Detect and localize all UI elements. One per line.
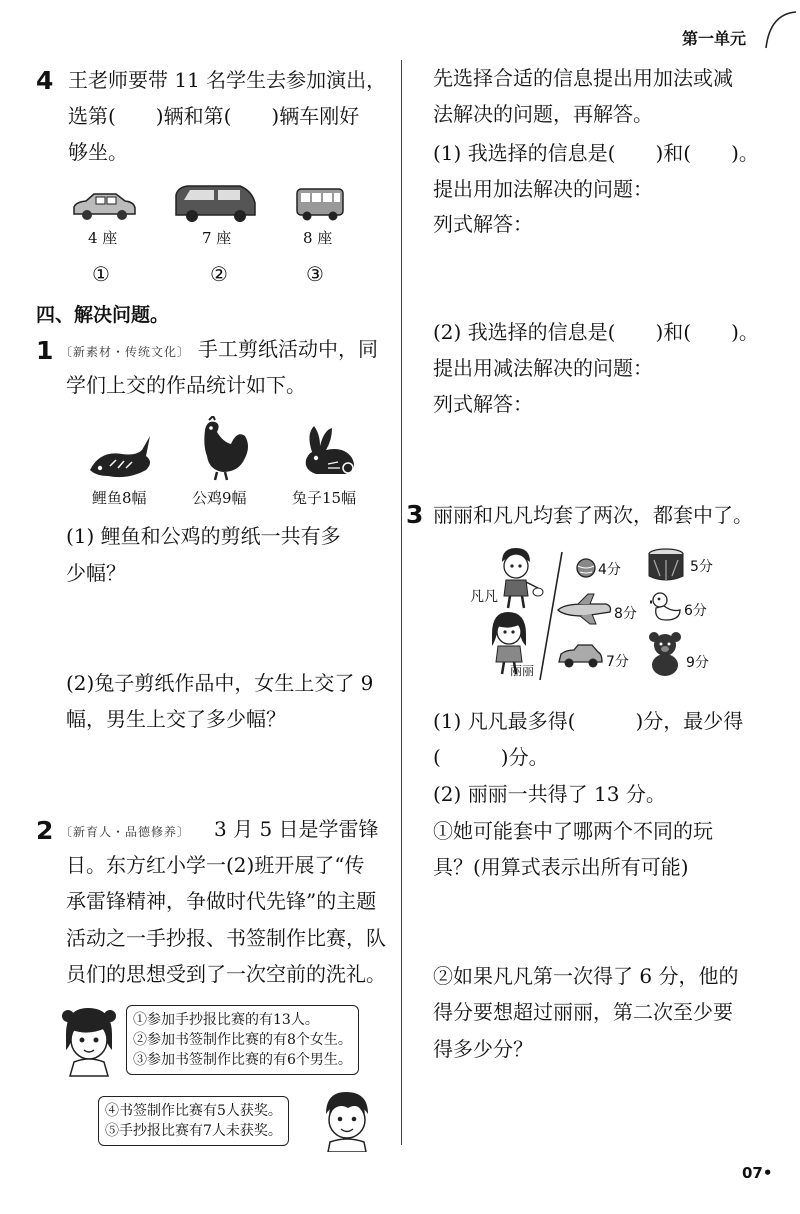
- info-1: ①参加手抄报比赛的有13人。: [133, 1012, 319, 1028]
- p3-s2-line1: (2) 丽丽一共得了 13 分。: [433, 782, 666, 806]
- duck-icon: [650, 590, 682, 624]
- vehicle-seats-3: 8 座: [303, 229, 333, 247]
- corner-decoration: [758, 8, 798, 52]
- q4-number: 4: [36, 66, 54, 95]
- papercut-caption-rooster: 公鸡9幅: [192, 489, 247, 507]
- p2-line2: 日。东方红小学一(2)班开展了“传: [66, 853, 365, 877]
- p1-sub1-line2: 少幅？: [66, 561, 126, 585]
- p3-number: 3: [406, 500, 424, 529]
- info-2: ②参加书签制作比赛的有8个女生。: [133, 1032, 352, 1048]
- p3-s2b-line2: 得分要想超过丽丽，第二次至少要: [433, 1000, 733, 1024]
- fanfan-label: 凡凡: [470, 589, 498, 605]
- p3-s2b-line1: ②如果凡凡第一次得了 6 分，他的: [433, 964, 739, 988]
- score-drum: 5分: [690, 559, 713, 575]
- teddy-bear-icon: [646, 630, 684, 678]
- score-duck: 6分: [684, 603, 707, 619]
- p1-number: 1: [36, 336, 54, 365]
- p2c-s2-line2: 提出用减法解决的问题：: [433, 356, 653, 380]
- papercut-caption-carp: 鲤鱼8幅: [92, 489, 147, 507]
- boy-speech-bubble: [98, 1096, 289, 1146]
- p2-line4: 活动之一手抄报、书签制作比赛，队: [66, 926, 386, 950]
- unit-title: 第一单元: [682, 29, 747, 48]
- page-number-value: 07: [742, 1164, 763, 1182]
- p3-s2b-line3: 得多少分？: [433, 1037, 533, 1061]
- carp-papercut-icon: [84, 430, 156, 482]
- p3-line1: 丽丽和凡凡均套了两次，都套中了。: [433, 503, 753, 527]
- page-number-dot: •: [762, 1164, 773, 1182]
- p3-s1-line1: (1) 凡凡最多得( )分，最少得: [433, 709, 744, 733]
- info-5: ⑤手抄报比赛有7人未获奖。: [105, 1123, 282, 1139]
- boy-avatar: [318, 1088, 376, 1152]
- drum-icon: [646, 546, 686, 586]
- score-teddy: 9分: [686, 655, 709, 671]
- vehicle-mark-1: ①: [92, 262, 110, 286]
- car-icon: [70, 190, 138, 222]
- score-ball: 4分: [598, 562, 621, 578]
- toy-car-icon: [556, 642, 604, 670]
- p1-line2: 学们上交的作品统计如下。: [66, 373, 306, 397]
- p2c-s1-line3: 列式解答：: [433, 212, 533, 236]
- p2c-line1: 先选择合适的信息提出用加法或减: [433, 66, 733, 90]
- score-plane: 8分: [614, 606, 637, 622]
- q4-line2: 选第( )辆和第( )辆车刚好: [68, 104, 360, 128]
- rooster-papercut-icon: [193, 416, 255, 482]
- column-divider: [401, 60, 402, 1145]
- vehicle-mark-3: ③: [306, 262, 324, 286]
- p3-s2a-line1: ①她可能套中了哪两个不同的玩: [433, 819, 713, 843]
- info-3: ③参加书签制作比赛的有6个男生。: [133, 1052, 352, 1068]
- p2c-s2-line3: 列式解答：: [433, 392, 533, 416]
- lili-label: 丽丽: [510, 664, 535, 678]
- p1-sub2-line1: (2)兔子剪纸作品中，女生上交了 9: [66, 671, 374, 695]
- p2c-s1-line1: (1) 我选择的信息是( )和( )。: [433, 141, 759, 165]
- p2-line1: 3 月 5 日是学雷锋: [214, 817, 379, 841]
- p2c-s1-line2: 提出用加法解决的问题：: [433, 177, 653, 201]
- p2-number: 2: [36, 816, 54, 845]
- q4-line3: 够坐。: [68, 140, 128, 164]
- girl-avatar: [58, 1004, 120, 1078]
- p2-line5: 员们的思想受到了一次空前的洗礼。: [66, 962, 386, 986]
- q4-line1: 王老师要带 11 名学生去参加演出，: [68, 68, 387, 92]
- p1-line1: 手工剪纸活动中，同: [198, 337, 378, 361]
- p3-s1-line2: ( )分。: [433, 745, 549, 769]
- page-number: [742, 1164, 772, 1182]
- vehicle-mark-2: ②: [210, 262, 228, 286]
- plane-icon: [554, 592, 614, 626]
- section-title: 四、解决问题。: [36, 304, 170, 326]
- p2-tag: 〔新育人・品德修养〕: [60, 825, 191, 839]
- p2-line3: 承雷锋精神，争做时代先锋”的主题: [66, 889, 377, 913]
- van-icon: [170, 183, 258, 223]
- p1-sub1-line1: (1) 鲤鱼和公鸡的剪纸一共有多: [66, 524, 341, 548]
- papercut-caption-rabbit: 兔子15幅: [292, 489, 357, 507]
- p1-tag: 〔新素材・传统文化〕: [60, 345, 191, 359]
- info-4: ④书签制作比赛有5人获奖。: [105, 1103, 282, 1119]
- p3-s2a-line2: 具？(用算式表示出所有可能): [433, 855, 689, 879]
- girl-speech-bubble: [126, 1005, 359, 1075]
- bus-icon: [294, 186, 346, 222]
- rabbit-papercut-icon: [298, 424, 362, 480]
- score-toy-car: 7分: [606, 654, 629, 670]
- p2c-s2-line1: (2) 我选择的信息是( )和( )。: [433, 320, 759, 344]
- ball-icon: [574, 556, 598, 580]
- vehicle-seats-2: 7 座: [202, 229, 232, 247]
- p1-sub2-line2: 幅，男生上交了多少幅？: [66, 707, 286, 731]
- vehicle-seats-1: 4 座: [88, 229, 118, 247]
- p2c-line2: 法解决的问题，再解答。: [433, 102, 653, 126]
